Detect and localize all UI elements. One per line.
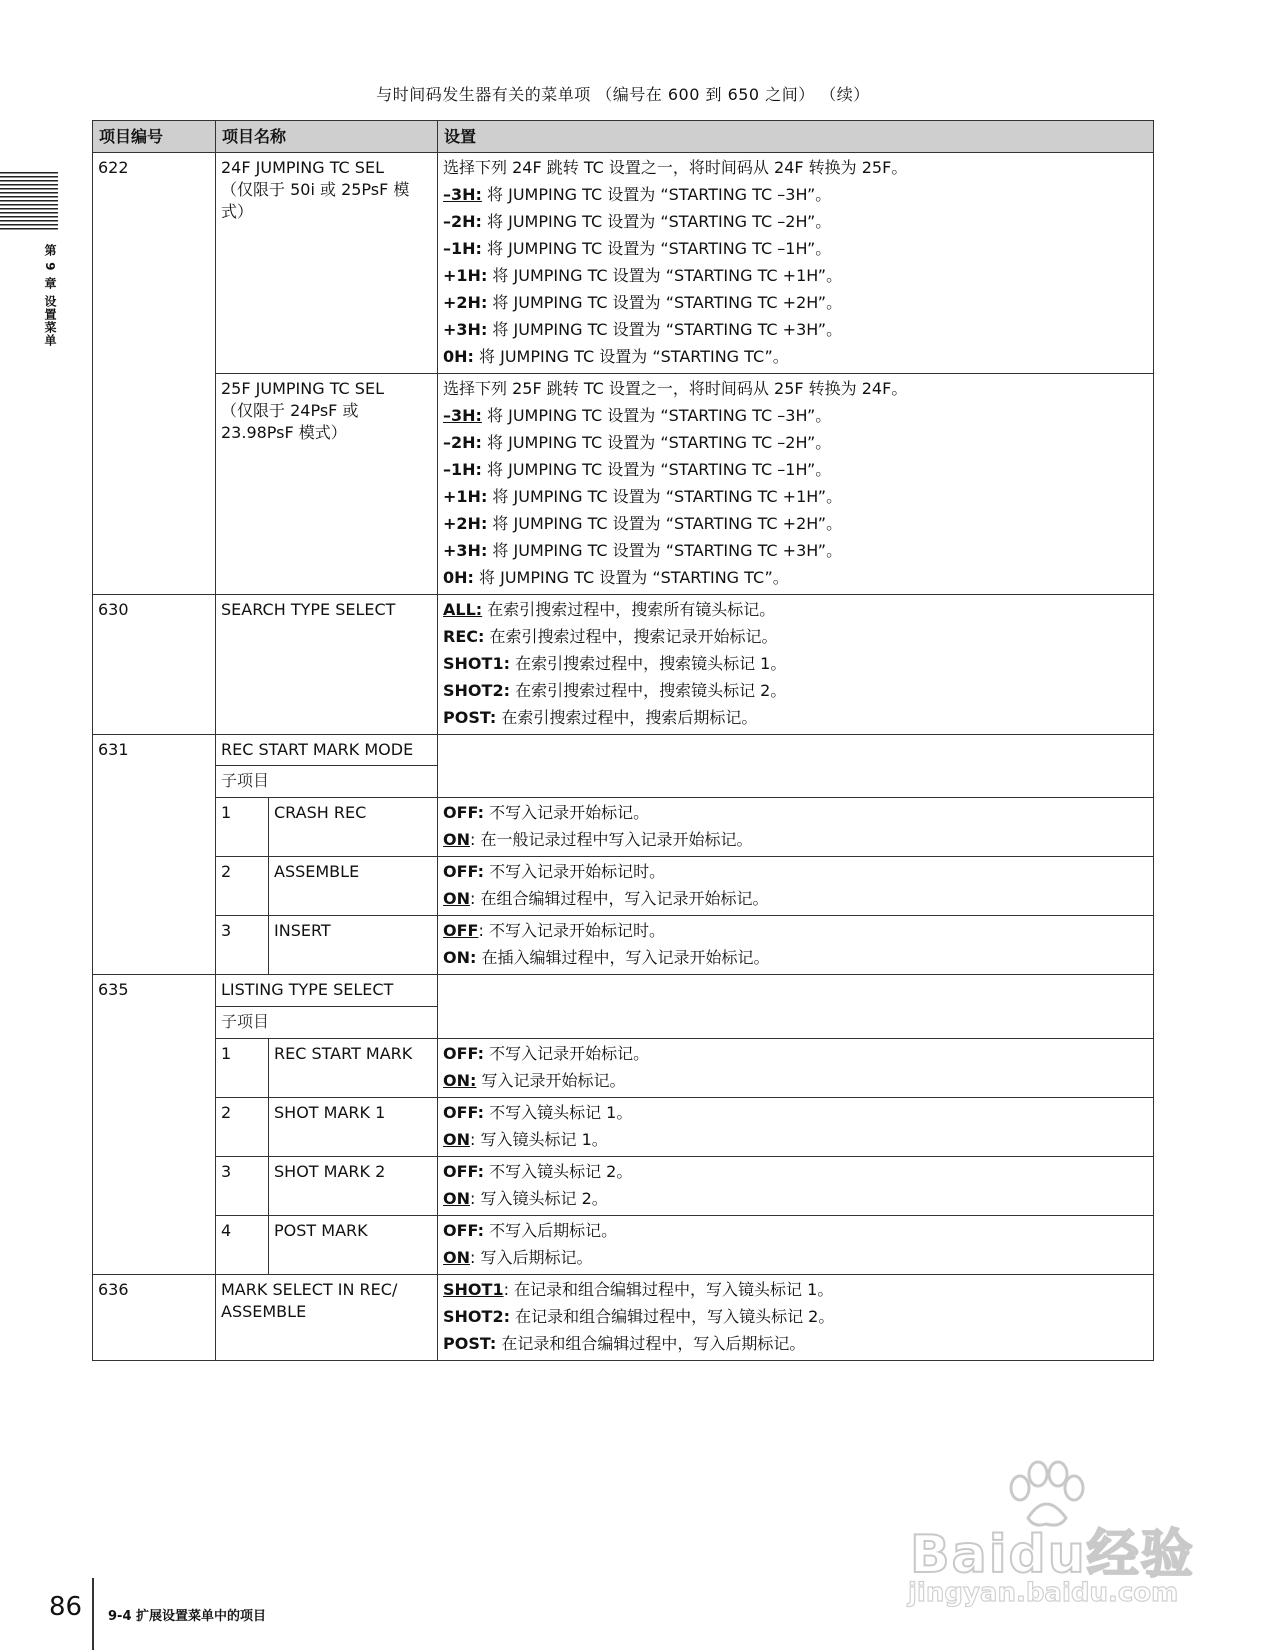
sub-item-label: 子项目 (216, 766, 438, 798)
table-row (93, 735, 1154, 766)
item-name: 25F JUMPING TC SEL （仅限于 24PsF 或 23.98PsF 模式） (216, 374, 438, 595)
item-settings: OFF: 不写入记录开始标记。 ON: 在一般记录过程中写入记录开始标记。 (438, 798, 1154, 857)
item-no: 622 (93, 153, 216, 595)
item-no: 636 (93, 1275, 216, 1361)
sub-item-name: CRASH REC (269, 798, 438, 857)
table-row (93, 153, 1154, 374)
sub-item-no: 4 (216, 1216, 269, 1275)
sub-item-label: 子项目 (216, 1007, 438, 1039)
sub-item-no: 2 (216, 857, 269, 916)
sub-item-name: POST MARK (269, 1216, 438, 1275)
sub-item-no: 3 (216, 916, 269, 975)
table-row (93, 1039, 1154, 1098)
item-no: 631 (93, 735, 216, 975)
table-row (93, 857, 1154, 916)
item-name: MARK SELECT IN REC/ ASSEMBLE (216, 1275, 438, 1361)
chapter-tab-marker (0, 172, 58, 230)
table-row (93, 1216, 1154, 1275)
sub-item-no: 1 (216, 798, 269, 857)
table-row (93, 916, 1154, 975)
menu-items-table (92, 120, 1154, 1361)
item-settings: SHOT1: 在记录和组合编辑过程中，写入镜头标记 1。 SHOT2: 在记录和组合编辑过程中，写入镜头标记 2。 POST: 在记录和组合编辑过程中，写入后期标记。 (438, 1275, 1154, 1361)
table-row (93, 374, 1154, 595)
sub-item-name: INSERT (269, 916, 438, 975)
sub-item-no: 2 (216, 1098, 269, 1157)
item-settings: OFF: 不写入记录开始标记时。 ON: 在组合编辑过程中，写入记录开始标记。 (438, 857, 1154, 916)
sub-item-name: REC START MARK (269, 1039, 438, 1098)
table-row (93, 1157, 1154, 1216)
watermark-brand: Baidu经验 (910, 1525, 1195, 1585)
item-name: SEARCH TYPE SELECT (216, 595, 438, 735)
item-settings: 选择下列 25F 跳转 TC 设置之一，将时间码从 25F 转换为 24F。 –3H: 将 JUMPING TC 设置为 “STARTING TC –3H”。 –2H: 将 JUMPING TC 设置为 “STARTING TC –2H”。 –1H: 将 JUMPING TC 设置为 “STARTING TC –1H”。 +1H: 将 JUMPING TC 设置为 “STARTING TC +1H”。 +2H: 将 JUMPING TC 设置为 “STARTING TC +2H”。 +3H: 将 JUMPING TC 设置为 “STARTING TC +3H”。 0H: 将 JUMPING TC 设置为 “STARTING TC”。 (438, 374, 1154, 595)
item-no: 630 (93, 595, 216, 735)
sub-item-name: ASSEMBLE (269, 857, 438, 916)
table-row (93, 1098, 1154, 1157)
item-settings: OFF: 不写入记录开始标记。 ON: 写入记录开始标记。 (438, 1039, 1154, 1098)
table-row (93, 1275, 1154, 1361)
table-row (93, 798, 1154, 857)
header-settings: 设置 (438, 121, 1154, 153)
item-settings: OFF: 不写入镜头标记 1。 ON: 写入镜头标记 1。 (438, 1098, 1154, 1157)
header-item-no: 项目编号 (93, 121, 216, 153)
sub-item-no: 1 (216, 1039, 269, 1098)
sub-item-name: SHOT MARK 2 (269, 1157, 438, 1216)
table-header-row (93, 121, 1154, 153)
item-settings: OFF: 不写入记录开始标记时。 ON: 在插入编辑过程中，写入记录开始标记。 (438, 916, 1154, 975)
item-settings-empty (438, 975, 1154, 1039)
chapter-side-label: 第 9 章 设置菜单 (43, 244, 57, 347)
item-settings: OFF: 不写入后期标记。 ON: 写入后期标记。 (438, 1216, 1154, 1275)
item-settings: ALL: 在索引搜索过程中，搜索所有镜头标记。 REC: 在索引搜索过程中，搜索记录开始标记。 SHOT1: 在索引搜索过程中，搜索镜头标记 1。 SHOT2: 在索引搜索过程中，搜索镜头标记 2。 POST: 在索引搜索过程中，搜索后期标记。 (438, 595, 1154, 735)
item-name: REC START MARK MODE (216, 735, 438, 766)
item-name: LISTING TYPE SELECT (216, 975, 438, 1007)
item-settings: OFF: 不写入镜头标记 2。 ON: 写入镜头标记 2。 (438, 1157, 1154, 1216)
item-settings-empty (438, 735, 1154, 798)
page-number: 86 (49, 1592, 83, 1622)
footer-section-title: 9-4 扩展设置菜单中的项目 (108, 1609, 267, 1624)
table-row (93, 595, 1154, 735)
watermark (900, 1460, 1220, 1610)
sub-item-name: SHOT MARK 1 (269, 1098, 438, 1157)
header-item-name: 项目名称 (216, 121, 438, 153)
item-name: 24F JUMPING TC SEL （仅限于 50i 或 25PsF 模式） (216, 153, 438, 374)
sub-item-no: 3 (216, 1157, 269, 1216)
item-no: 635 (93, 975, 216, 1275)
table-caption: 与时间码发生器有关的菜单项 （编号在 600 到 650 之间） （续） (376, 85, 870, 104)
watermark-url: jingyan.baidu.com (908, 1578, 1179, 1608)
table-row (93, 975, 1154, 1007)
footer-divider (92, 1578, 94, 1650)
item-settings: 选择下列 24F 跳转 TC 设置之一，将时间码从 24F 转换为 25F。 –3H: 将 JUMPING TC 设置为 “STARTING TC –3H”。 –2H: 将 JUMPING TC 设置为 “STARTING TC –2H”。 –1H: 将 JUMPING TC 设置为 “STARTING TC –1H”。 +1H: 将 JUMPING TC 设置为 “STARTING TC +1H”。 +2H: 将 JUMPING TC 设置为 “STARTING TC +2H”。 +3H: 将 JUMPING TC 设置为 “STARTING TC +3H”。 0H: 将 JUMPING TC 设置为 “STARTING TC”。 (438, 153, 1154, 374)
